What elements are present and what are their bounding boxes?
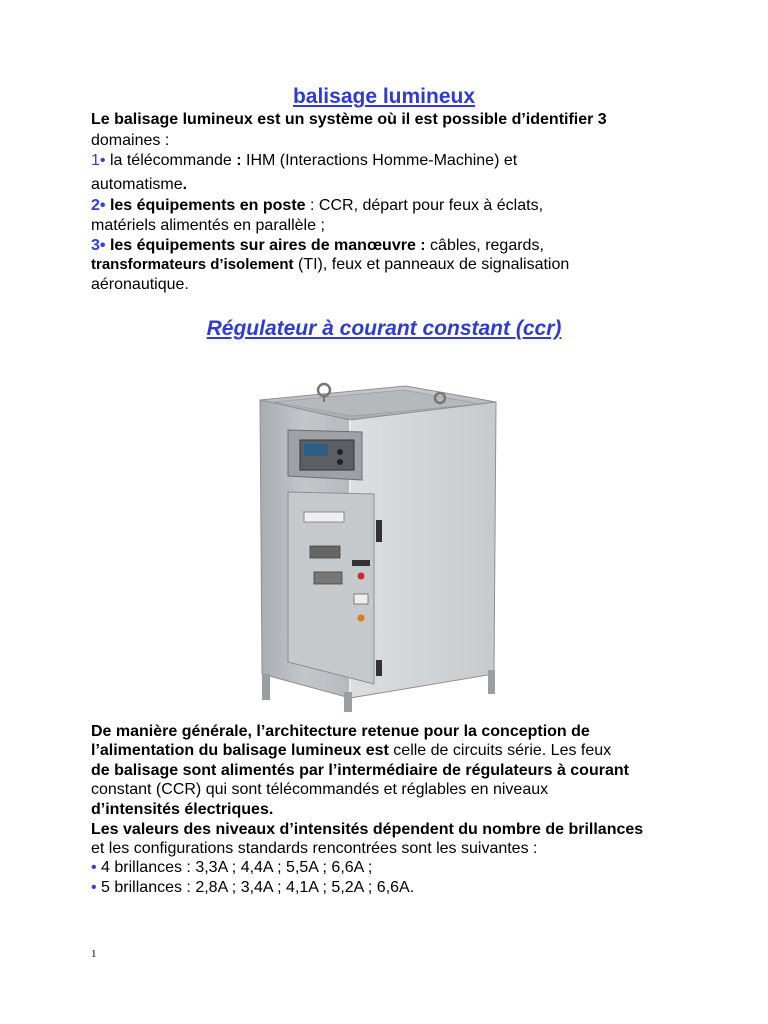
section-title: Régulateur à courant constant (ccr)	[206, 317, 562, 340]
bullet-mark: •	[91, 859, 97, 876]
item-1-colon: :	[236, 152, 242, 169]
bullet-text: 5 brillances : 2,8A ; 3,4A ; 4,1A ; 5,2A ; 6,6A.	[96, 879, 415, 896]
item-3	[91, 236, 691, 256]
item-3-line-2-bold: transformateurs d’isolement	[91, 256, 294, 273]
item-2-number: 2•	[91, 197, 106, 214]
intro-line-1: Le balisage lumineux est un système où il est possible d’identifier 3	[91, 111, 607, 128]
body-line-4: constant (CCR) qui sont télécommandés et réglables en niveaux	[91, 781, 549, 798]
body-line-1: De manière générale, l’architecture retenue pour la conception de	[91, 723, 590, 740]
item-3-line-3: aéronautique.	[91, 276, 189, 293]
item-1-text-b: IHM (Interactions Homme-Machine) et	[241, 152, 518, 169]
page-title: balisage lumineux	[292, 85, 476, 108]
item-3-line-2	[91, 255, 691, 275]
item-3-bold: les équipements sur aires de manœuvre :	[105, 237, 426, 254]
bullet-text: 4 brillances : 3,3A ; 4,4A ; 5,5A ; 6,6A ;	[96, 859, 373, 876]
body-line-5-period: .	[268, 801, 274, 818]
item-1-text-a: la télécommande	[105, 152, 237, 169]
item-2	[91, 196, 691, 216]
item-1	[91, 151, 691, 171]
item-2-bold: les équipements en poste	[105, 197, 306, 214]
body-line-5-text: d’intensités électriques	[91, 801, 269, 818]
body-line-2	[91, 741, 691, 761]
body-line-7: et les configurations standards rencontrées sont les suivantes :	[91, 840, 538, 857]
item-1-period: .	[182, 176, 188, 193]
item-2-text: : CCR, départ pour feux à éclats,	[305, 197, 544, 214]
item-1-line-2-text: automatisme	[91, 176, 183, 193]
bullet-mark: •	[91, 879, 97, 896]
body-line-2-text: celle de circuits série. Les feux	[388, 742, 612, 759]
item-1-number: 1•	[91, 152, 106, 169]
item-2-line-2: matériels alimentés en parallèle ;	[91, 217, 325, 234]
body-line-5	[91, 800, 691, 820]
list-item	[91, 878, 691, 898]
page-number: 1	[91, 948, 97, 960]
item-3-number: 3•	[91, 237, 106, 254]
body-line-2-bold: l’alimentation du balisage lumineux est	[91, 742, 389, 759]
body-line-3: de balisage sont alimentés par l’intermédiaire de régulateurs à courant	[91, 762, 629, 779]
item-3-text: câbles, regards,	[425, 237, 544, 254]
body-line-6: Les valeurs des niveaux d’intensités dépendent du nombre de brillances	[91, 821, 644, 838]
intro-line-2: domaines :	[91, 132, 170, 149]
item-3-line-2-text: (TI), feux et panneaux de signalisation	[293, 256, 570, 273]
ccr-cabinet-image	[244, 362, 520, 714]
item-1-line-2	[91, 175, 691, 195]
list-item	[91, 858, 691, 878]
